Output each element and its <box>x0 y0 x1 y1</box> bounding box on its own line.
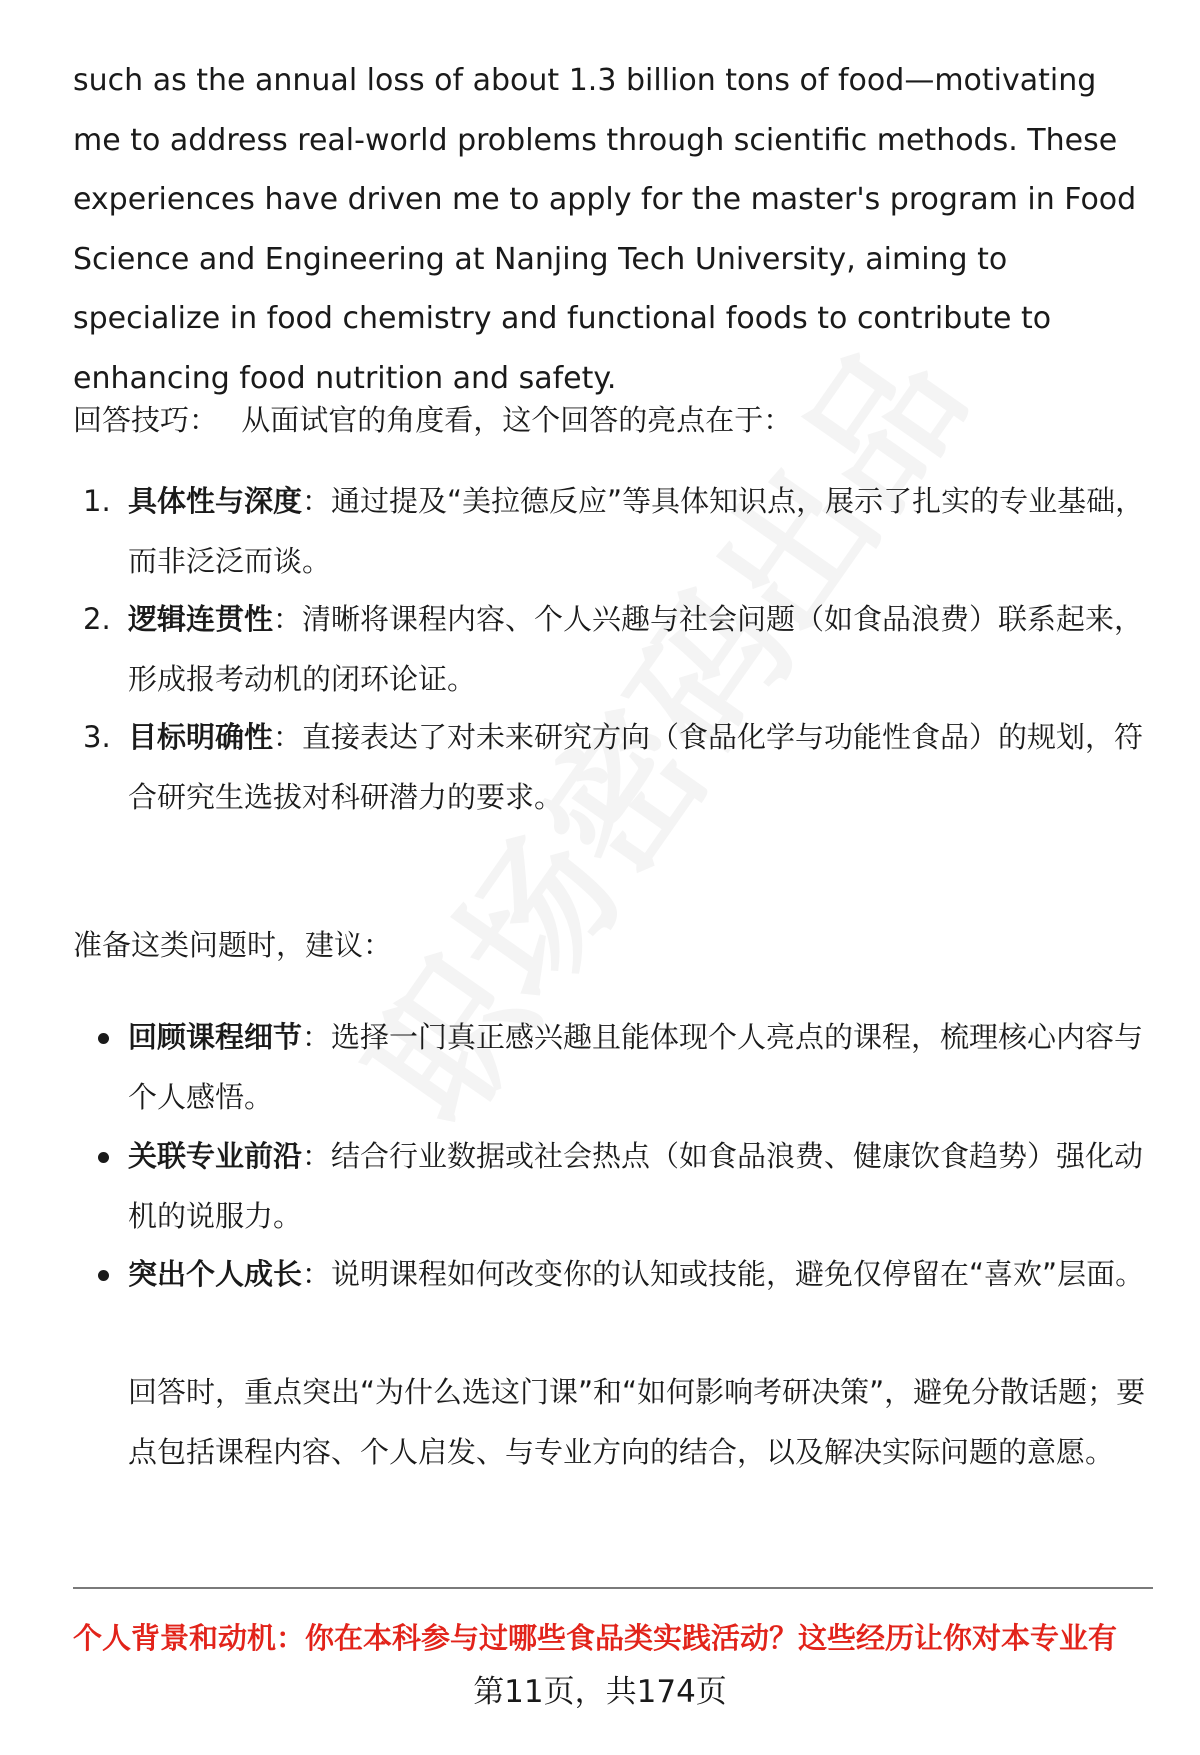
tips-label: 回答技巧： <box>73 403 219 437</box>
highlight-title: 逻辑连贯性 <box>128 602 274 636</box>
bullet-icon <box>98 1152 109 1163</box>
bullet-icon <box>98 1270 109 1281</box>
highlight-item-1 <box>83 472 1148 591</box>
suggestion-text: ：说明课程如何改变你的认知或技能，避免仅停留在“喜欢”层面。 <box>302 1257 1145 1291</box>
page-number: 第11页，共174页 <box>473 1674 727 1710</box>
prep-intro: 准备这类问题时，建议： <box>73 928 393 962</box>
highlight-number: 3. <box>83 720 111 754</box>
highlight-title: 具体性与深度 <box>128 484 303 518</box>
bullet-icon <box>98 1033 109 1044</box>
closing-paragraph: 回答时，重点突出“为什么选这门课”和“如何影响考研决策”，避免分散话题；要点包括课程内容、个人启发、与专业方向的结合，以及解决实际问题的意愿。 <box>128 1375 1146 1469</box>
next-question-heading: 个人背景和动机：你在本科参与过哪些食品类实践活动？这些经历让你对本专业有 <box>73 1621 1118 1655</box>
suggestion-item-3 <box>128 1245 1148 1305</box>
suggestion-text: ：结合行业数据或社会热点（如食品浪费、健康饮食趋势）强化动机的说服力。 <box>128 1139 1144 1233</box>
intro-paragraph: such as the annual loss of about 1.3 billion tons of food—motivating me to address real-world problems through scientific methods. These experiences have driven me to apply for the master's program in Food Science and Engineering at Nanjing Tech University, aiming to specialize in food chemistry and functional foods to contribute to enhancing food nutrition and safety. <box>73 63 1137 396</box>
highlight-title: 目标明确性 <box>128 720 274 754</box>
tips-line <box>73 400 792 440</box>
suggestion-item-1 <box>128 1008 1148 1127</box>
highlight-text: ：通过提及“美拉德反应”等具体知识点，展示了扎实的专业基础，而非泛泛而谈。 <box>128 484 1145 578</box>
highlight-text: ：清晰将课程内容、个人兴趣与社会问题（如食品浪费）联系起来，形成报考动机的闭环论证。 <box>128 602 1144 696</box>
highlight-number: 1. <box>83 484 111 518</box>
highlight-item-3 <box>83 708 1148 827</box>
suggestion-text: ：选择一门真正感兴趣且能体现个人亮点的课程，梳理核心内容与个人感悟。 <box>128 1020 1144 1114</box>
suggestion-title: 回顾课程细节 <box>128 1020 303 1054</box>
section-divider <box>73 1587 1153 1589</box>
highlight-number: 2. <box>83 602 111 636</box>
highlight-text: ：直接表达了对未来研究方向（食品化学与功能性食品）的规划，符合研究生选拔对科研潜力的要求。 <box>128 720 1144 814</box>
suggestion-item-2 <box>128 1127 1148 1246</box>
suggestion-title: 关联专业前沿 <box>128 1139 303 1173</box>
suggestion-title: 突出个人成长 <box>128 1257 303 1291</box>
highlight-item-2 <box>83 590 1148 709</box>
tips-text: 从面试官的角度看，这个回答的亮点在于： <box>241 403 793 437</box>
